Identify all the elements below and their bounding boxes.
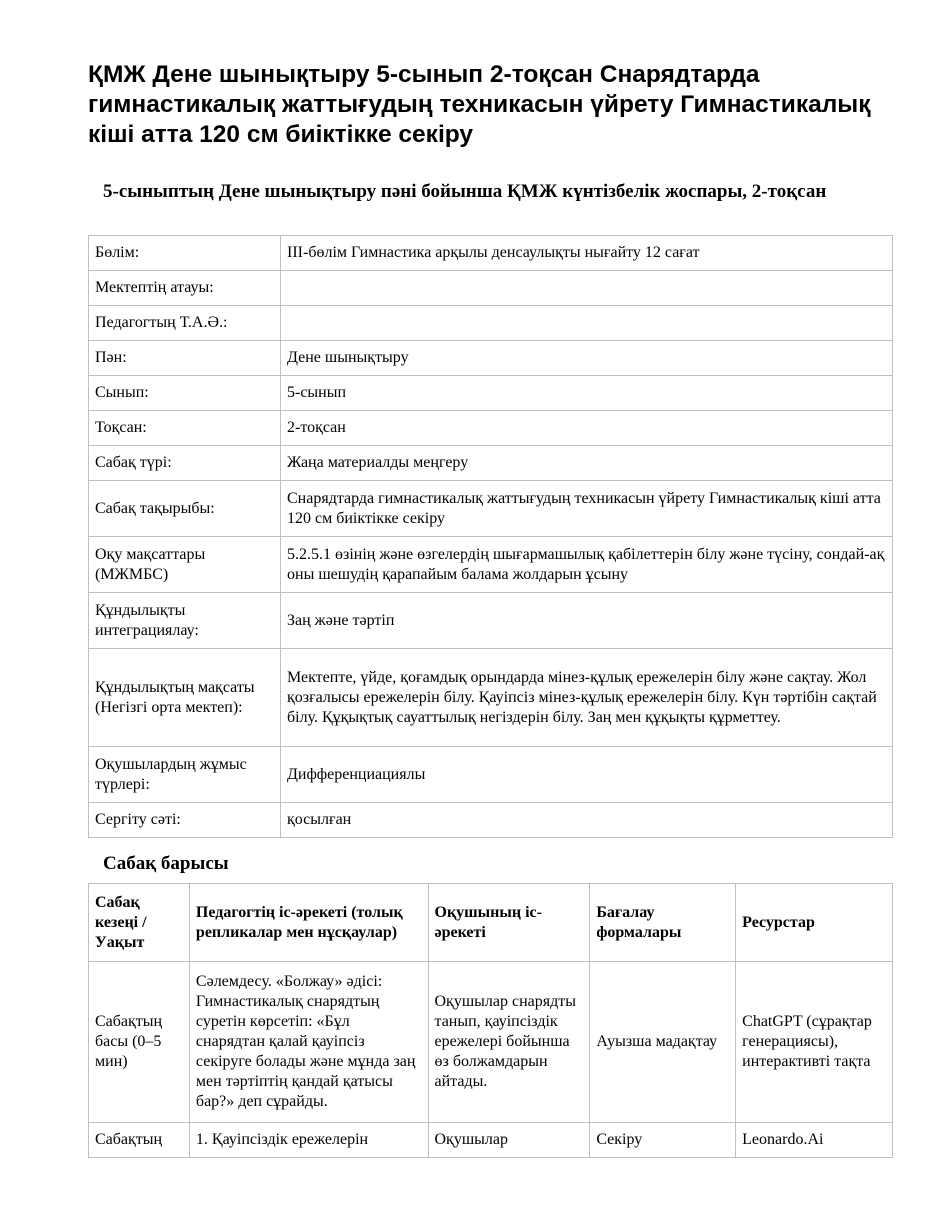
table-row [89,962,893,1123]
info-value: Жаңа материалды меңгеру [281,446,893,481]
info-value: Дене шынықтыру [281,341,893,376]
column-header-assessment: Бағалау формалары [590,884,736,962]
student-activity-cell: Оқушылар [428,1123,590,1158]
info-row [89,593,893,649]
info-value: Дифференциациялы [281,747,893,803]
lesson-stage-cell: Сабақтың басы (0–5 мин) [89,962,190,1123]
info-value: 2-тоқсан [281,411,893,446]
info-value: Мектепте, үйде, қоғамдық орындарда мінез-құлық ережелерін білу және сақтау. Жол қозғалысы ережелерін білу. Қауіпсіз мінез-құлық ережелерін білу. Күн тәртібін сақтай білу. Құқықтық сауаттылық негіздерін білу. Заң мен құқықты құрметтеу. [281,649,893,747]
column-header-stage: Сабақ кезеңі / Уақыт [89,884,190,962]
resources-cell: ChatGPT (сұрақтар генерациясы), интерактивті тақта [736,962,893,1123]
info-key: Сынып: [89,376,281,411]
info-row [89,446,893,481]
info-value: 5.2.5.1 өзінің және өзгелердің шығармашылық қабілеттерін білу және түсіну, сондай-ақ оны шешудің қарапайым балама жолдарын ұсыну [281,537,893,593]
info-row [89,376,893,411]
assessment-cell: Секіру [590,1123,736,1158]
teacher-activity-cell: Сәлемдесу. «Болжау» әдісі: Гимнастикалық снарядтың суретін көрсетіп: «Бұл снарядтан қалай қауіпсіз секіруге болады және мұнда заң мен тәртіптің қандай қатысы бар?» деп сұрайды. [189,962,428,1123]
info-key: Құндылықты интеграциялау: [89,593,281,649]
info-row [89,747,893,803]
info-key: Пән: [89,341,281,376]
info-key: Оқу мақсаттары (МЖМБС) [89,537,281,593]
info-value: Снарядтарда гимнастикалық жаттығудың техникасын үйрету Гимнастикалық кіші атта 120 см биіктікке секіру [281,481,893,537]
info-value: Заң және тәртіп [281,593,893,649]
info-key: Бөлім: [89,236,281,271]
info-key: Сабақ түрі: [89,446,281,481]
info-row [89,537,893,593]
student-activity-cell: Оқушылар снарядты танып, қауіпсіздік ережелері бойынша өз болжамдарын айтады. [428,962,590,1123]
info-value [281,306,893,341]
info-row [89,411,893,446]
info-value: ІІІ-бөлім Гимнастика арқылы денсаулықты нығайту 12 сағат [281,236,893,271]
info-row [89,306,893,341]
info-key: Құндылықтың мақсаты (Негізгі орта мектеп): [89,649,281,747]
assessment-cell: Ауызша мадақтау [590,962,736,1123]
document-title: ҚМЖ Дене шынықтыру 5-сынып 2-тоқсан Снарядтарда гимнастикалық жаттығудың техникасын үйрету Гимнастикалық кіші атта 120 см биіктікке секіру [88,61,871,148]
column-header-resources: Ресурстар [736,884,893,962]
table-row [89,1123,893,1158]
info-value: қосылған [281,803,893,838]
info-key: Тоқсан: [89,411,281,446]
teacher-activity-cell: 1. Қауіпсіздік ережелерін [189,1123,428,1158]
info-key: Оқушылардың жұмыс түрлері: [89,747,281,803]
lesson-progress-heading: Сабақ барысы [103,853,229,874]
info-row [89,803,893,838]
resources-cell: Leonardo.Ai [736,1123,893,1158]
table-header-row [89,884,893,962]
info-row [89,341,893,376]
info-row [89,481,893,537]
plan-subtitle: 5-сыныптың Дене шынықтыру пәні бойынша ҚМЖ күнтізбелік жоспары, 2-тоқсан [103,181,827,202]
info-value: 5-сынып [281,376,893,411]
info-row [89,271,893,306]
info-key: Педагогтың Т.А.Ә.: [89,306,281,341]
column-header-teacher-activity: Педагогтің іс-әрекеті (толық репликалар мен нұсқаулар) [189,884,428,962]
info-value [281,271,893,306]
lesson-progress-table [88,883,893,1158]
column-header-student-activity: Оқушының іс-әрекеті [428,884,590,962]
info-row [89,649,893,747]
info-row [89,236,893,271]
info-key: Сергіту сәті: [89,803,281,838]
info-key: Сабақ тақырыбы: [89,481,281,537]
info-key: Мектептің атауы: [89,271,281,306]
lesson-info-table [88,235,893,838]
lesson-stage-cell: Сабақтың [89,1123,190,1158]
